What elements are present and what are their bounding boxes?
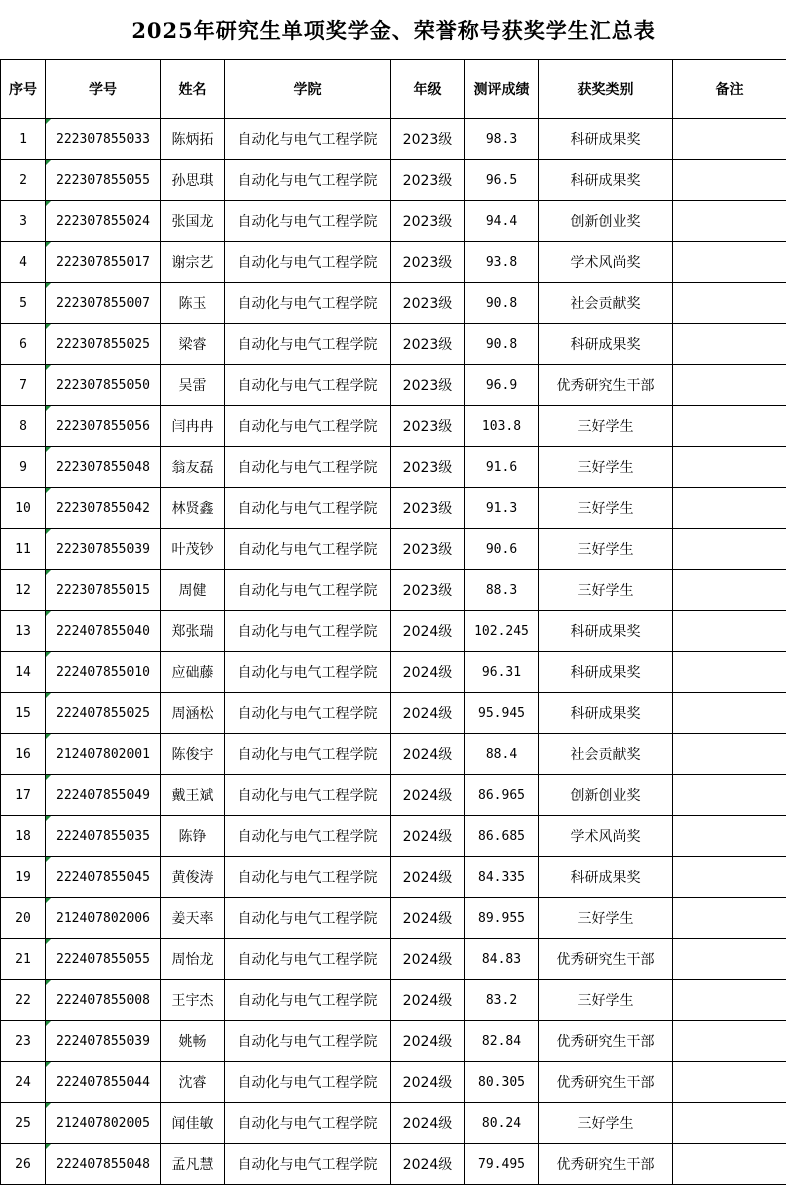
table-row (1, 447, 786, 488)
cell-student-id: 212407802006 (46, 898, 161, 939)
cell-score: 79.495 (465, 1144, 539, 1185)
cell-student-id: 222407855039 (46, 1021, 161, 1062)
cell-award: 三好学生 (539, 898, 673, 939)
cell-index: 18 (1, 816, 46, 857)
cell-index: 24 (1, 1062, 46, 1103)
cell-score: 91.6 (465, 447, 539, 488)
cell-college: 自动化与电气工程学院 (225, 365, 391, 406)
cell-student-id: 222407855035 (46, 816, 161, 857)
cell-remark (673, 1062, 786, 1103)
cell-name: 谢宗艺 (161, 242, 225, 283)
cell-remark (673, 119, 786, 160)
cell-score: 84.83 (465, 939, 539, 980)
table-row (1, 488, 786, 529)
cell-index: 4 (1, 242, 46, 283)
cell-name: 郑张瑞 (161, 611, 225, 652)
cell-award: 科研成果奖 (539, 652, 673, 693)
cell-student-id: 222407855044 (46, 1062, 161, 1103)
table-row (1, 1144, 786, 1185)
cell-remark (673, 898, 786, 939)
cell-score: 90.8 (465, 283, 539, 324)
cell-grade: 2024级 (391, 1103, 465, 1144)
cell-remark (673, 939, 786, 980)
cell-index: 12 (1, 570, 46, 611)
cell-student-id: 222307855025 (46, 324, 161, 365)
table-row (1, 980, 786, 1021)
cell-grade: 2024级 (391, 898, 465, 939)
cell-remark (673, 693, 786, 734)
cell-award: 科研成果奖 (539, 611, 673, 652)
cell-index: 1 (1, 119, 46, 160)
cell-college: 自动化与电气工程学院 (225, 160, 391, 201)
cell-college: 自动化与电气工程学院 (225, 1144, 391, 1185)
cell-award: 优秀研究生干部 (539, 1062, 673, 1103)
cell-index: 2 (1, 160, 46, 201)
table-row (1, 693, 786, 734)
cell-award: 优秀研究生干部 (539, 939, 673, 980)
table-row (1, 119, 786, 160)
cell-index: 10 (1, 488, 46, 529)
cell-college: 自动化与电气工程学院 (225, 652, 391, 693)
table-row (1, 652, 786, 693)
cell-remark (673, 242, 786, 283)
cell-index: 3 (1, 201, 46, 242)
cell-score: 95.945 (465, 693, 539, 734)
cell-index: 19 (1, 857, 46, 898)
cell-score: 90.8 (465, 324, 539, 365)
cell-grade: 2024级 (391, 652, 465, 693)
cell-college: 自动化与电气工程学院 (225, 775, 391, 816)
cell-award: 三好学生 (539, 1103, 673, 1144)
cell-remark (673, 283, 786, 324)
cell-score: 98.3 (465, 119, 539, 160)
cell-college: 自动化与电气工程学院 (225, 324, 391, 365)
header-row (1, 60, 786, 119)
table-row (1, 570, 786, 611)
cell-grade: 2023级 (391, 570, 465, 611)
cell-score: 88.4 (465, 734, 539, 775)
cell-student-id: 222407855008 (46, 980, 161, 1021)
cell-score: 96.9 (465, 365, 539, 406)
table-row (1, 898, 786, 939)
cell-remark (673, 857, 786, 898)
cell-award: 社会贡献奖 (539, 283, 673, 324)
cell-college: 自动化与电气工程学院 (225, 1062, 391, 1103)
cell-index: 9 (1, 447, 46, 488)
cell-name: 陈铮 (161, 816, 225, 857)
cell-remark (673, 488, 786, 529)
cell-score: 102.245 (465, 611, 539, 652)
cell-award: 学术风尚奖 (539, 242, 673, 283)
cell-student-id: 222307855055 (46, 160, 161, 201)
table-body (1, 119, 786, 1185)
cell-student-id: 222307855050 (46, 365, 161, 406)
table-row (1, 529, 786, 570)
cell-college: 自动化与电气工程学院 (225, 898, 391, 939)
cell-award: 社会贡献奖 (539, 734, 673, 775)
cell-name: 陈玉 (161, 283, 225, 324)
cell-grade: 2024级 (391, 734, 465, 775)
cell-index: 23 (1, 1021, 46, 1062)
cell-name: 叶茂钞 (161, 529, 225, 570)
cell-college: 自动化与电气工程学院 (225, 1103, 391, 1144)
cell-grade: 2023级 (391, 529, 465, 570)
cell-award: 三好学生 (539, 406, 673, 447)
cell-score: 91.3 (465, 488, 539, 529)
cell-score: 88.3 (465, 570, 539, 611)
cell-student-id: 212407802005 (46, 1103, 161, 1144)
cell-grade: 2024级 (391, 939, 465, 980)
cell-index: 7 (1, 365, 46, 406)
cell-index: 5 (1, 283, 46, 324)
header-remark: 备注 (673, 60, 786, 119)
cell-index: 11 (1, 529, 46, 570)
title-row (1, 0, 786, 60)
cell-score: 90.6 (465, 529, 539, 570)
cell-student-id: 222307855033 (46, 119, 161, 160)
cell-index: 20 (1, 898, 46, 939)
cell-college: 自动化与电气工程学院 (225, 980, 391, 1021)
cell-grade: 2023级 (391, 283, 465, 324)
cell-remark (673, 1103, 786, 1144)
cell-score: 89.955 (465, 898, 539, 939)
cell-student-id: 222407855040 (46, 611, 161, 652)
cell-college: 自动化与电气工程学院 (225, 447, 391, 488)
cell-index: 17 (1, 775, 46, 816)
header-award: 获奖类别 (539, 60, 673, 119)
cell-college: 自动化与电气工程学院 (225, 611, 391, 652)
cell-grade: 2024级 (391, 611, 465, 652)
cell-student-id: 222307855007 (46, 283, 161, 324)
table-row (1, 1021, 786, 1062)
header-college: 学院 (225, 60, 391, 119)
table-row (1, 1103, 786, 1144)
cell-college: 自动化与电气工程学院 (225, 693, 391, 734)
cell-index: 8 (1, 406, 46, 447)
cell-award: 优秀研究生干部 (539, 1144, 673, 1185)
cell-score: 93.8 (465, 242, 539, 283)
cell-name: 陈俊宇 (161, 734, 225, 775)
cell-college: 自动化与电气工程学院 (225, 242, 391, 283)
cell-grade: 2023级 (391, 119, 465, 160)
table-row (1, 775, 786, 816)
cell-grade: 2023级 (391, 406, 465, 447)
cell-grade: 2023级 (391, 242, 465, 283)
cell-remark (673, 652, 786, 693)
cell-grade: 2023级 (391, 324, 465, 365)
cell-remark (673, 734, 786, 775)
header-score: 测评成绩 (465, 60, 539, 119)
cell-student-id: 222407855055 (46, 939, 161, 980)
cell-college: 自动化与电气工程学院 (225, 488, 391, 529)
cell-index: 22 (1, 980, 46, 1021)
cell-remark (673, 201, 786, 242)
cell-grade: 2024级 (391, 857, 465, 898)
cell-grade: 2023级 (391, 488, 465, 529)
cell-name: 陈炳拓 (161, 119, 225, 160)
cell-index: 13 (1, 611, 46, 652)
cell-award: 科研成果奖 (539, 324, 673, 365)
table-row (1, 611, 786, 652)
cell-award: 优秀研究生干部 (539, 1021, 673, 1062)
cell-award: 三好学生 (539, 570, 673, 611)
cell-remark (673, 570, 786, 611)
table-row (1, 201, 786, 242)
cell-name: 林贤鑫 (161, 488, 225, 529)
cell-score: 84.335 (465, 857, 539, 898)
cell-remark (673, 406, 786, 447)
cell-grade: 2024级 (391, 775, 465, 816)
cell-grade: 2024级 (391, 1144, 465, 1185)
cell-college: 自动化与电气工程学院 (225, 1021, 391, 1062)
cell-award: 科研成果奖 (539, 857, 673, 898)
cell-name: 闫冉冉 (161, 406, 225, 447)
table-row (1, 160, 786, 201)
cell-award: 学术风尚奖 (539, 816, 673, 857)
cell-student-id: 222307855017 (46, 242, 161, 283)
cell-remark (673, 160, 786, 201)
cell-grade: 2024级 (391, 816, 465, 857)
cell-student-id: 222307855015 (46, 570, 161, 611)
header-name: 姓名 (161, 60, 225, 119)
cell-name: 姜天率 (161, 898, 225, 939)
cell-college: 自动化与电气工程学院 (225, 406, 391, 447)
cell-name: 应础藤 (161, 652, 225, 693)
cell-score: 86.685 (465, 816, 539, 857)
cell-college: 自动化与电气工程学院 (225, 734, 391, 775)
cell-score: 96.31 (465, 652, 539, 693)
cell-remark (673, 816, 786, 857)
cell-student-id: 212407802001 (46, 734, 161, 775)
table-row (1, 939, 786, 980)
cell-name: 王宇杰 (161, 980, 225, 1021)
cell-name: 闻佳敏 (161, 1103, 225, 1144)
cell-college: 自动化与电气工程学院 (225, 857, 391, 898)
cell-college: 自动化与电气工程学院 (225, 119, 391, 160)
cell-index: 21 (1, 939, 46, 980)
cell-score: 96.5 (465, 160, 539, 201)
cell-college: 自动化与电气工程学院 (225, 201, 391, 242)
cell-name: 孙思琪 (161, 160, 225, 201)
cell-name: 周涵松 (161, 693, 225, 734)
cell-index: 16 (1, 734, 46, 775)
cell-award: 三好学生 (539, 447, 673, 488)
cell-award: 三好学生 (539, 488, 673, 529)
cell-award: 三好学生 (539, 529, 673, 570)
cell-college: 自动化与电气工程学院 (225, 816, 391, 857)
cell-grade: 2024级 (391, 1021, 465, 1062)
cell-student-id: 222307855039 (46, 529, 161, 570)
table-row (1, 365, 786, 406)
header-grade: 年级 (391, 60, 465, 119)
cell-score: 94.4 (465, 201, 539, 242)
cell-grade: 2024级 (391, 1062, 465, 1103)
cell-remark (673, 980, 786, 1021)
cell-grade: 2024级 (391, 693, 465, 734)
cell-student-id: 222307855056 (46, 406, 161, 447)
cell-college: 自动化与电气工程学院 (225, 939, 391, 980)
table-row (1, 324, 786, 365)
cell-grade: 2023级 (391, 365, 465, 406)
cell-award: 科研成果奖 (539, 693, 673, 734)
table-row (1, 283, 786, 324)
cell-grade: 2023级 (391, 160, 465, 201)
cell-index: 26 (1, 1144, 46, 1185)
cell-name: 黄俊涛 (161, 857, 225, 898)
cell-remark (673, 1144, 786, 1185)
cell-name: 翁友磊 (161, 447, 225, 488)
cell-award: 创新创业奖 (539, 775, 673, 816)
cell-name: 姚畅 (161, 1021, 225, 1062)
cell-remark (673, 611, 786, 652)
table-row (1, 1062, 786, 1103)
cell-score: 86.965 (465, 775, 539, 816)
cell-name: 吴雷 (161, 365, 225, 406)
cell-award: 三好学生 (539, 980, 673, 1021)
cell-award: 创新创业奖 (539, 201, 673, 242)
table-row (1, 406, 786, 447)
cell-score: 83.2 (465, 980, 539, 1021)
cell-award: 科研成果奖 (539, 119, 673, 160)
table-title: 2025年研究生单项奖学金、荣誉称号获奖学生汇总表 (1, 0, 786, 60)
cell-student-id: 222307855042 (46, 488, 161, 529)
cell-score: 103.8 (465, 406, 539, 447)
cell-score: 80.305 (465, 1062, 539, 1103)
cell-index: 15 (1, 693, 46, 734)
cell-remark (673, 1021, 786, 1062)
cell-student-id: 222407855025 (46, 693, 161, 734)
header-index: 序号 (1, 60, 46, 119)
table-row (1, 242, 786, 283)
cell-award: 科研成果奖 (539, 160, 673, 201)
cell-student-id: 222407855010 (46, 652, 161, 693)
cell-index: 6 (1, 324, 46, 365)
table-row (1, 857, 786, 898)
cell-name: 周健 (161, 570, 225, 611)
cell-grade: 2023级 (391, 447, 465, 488)
cell-index: 25 (1, 1103, 46, 1144)
cell-remark (673, 447, 786, 488)
cell-score: 82.84 (465, 1021, 539, 1062)
cell-student-id: 222407855048 (46, 1144, 161, 1185)
cell-college: 自动化与电气工程学院 (225, 283, 391, 324)
cell-student-id: 222307855024 (46, 201, 161, 242)
cell-grade: 2023级 (391, 201, 465, 242)
cell-name: 张国龙 (161, 201, 225, 242)
cell-name: 戴王斌 (161, 775, 225, 816)
cell-grade: 2024级 (391, 980, 465, 1021)
cell-remark (673, 529, 786, 570)
cell-college: 自动化与电气工程学院 (225, 529, 391, 570)
cell-student-id: 222407855049 (46, 775, 161, 816)
cell-college: 自动化与电气工程学院 (225, 570, 391, 611)
cell-remark (673, 365, 786, 406)
cell-name: 沈睿 (161, 1062, 225, 1103)
table-row (1, 816, 786, 857)
cell-student-id: 222307855048 (46, 447, 161, 488)
cell-remark (673, 775, 786, 816)
cell-student-id: 222407855045 (46, 857, 161, 898)
cell-award: 优秀研究生干部 (539, 365, 673, 406)
header-student-id: 学号 (46, 60, 161, 119)
cell-name: 孟凡慧 (161, 1144, 225, 1185)
cell-index: 14 (1, 652, 46, 693)
cell-name: 周怡龙 (161, 939, 225, 980)
cell-remark (673, 324, 786, 365)
cell-score: 80.24 (465, 1103, 539, 1144)
cell-name: 梁睿 (161, 324, 225, 365)
table-row (1, 734, 786, 775)
